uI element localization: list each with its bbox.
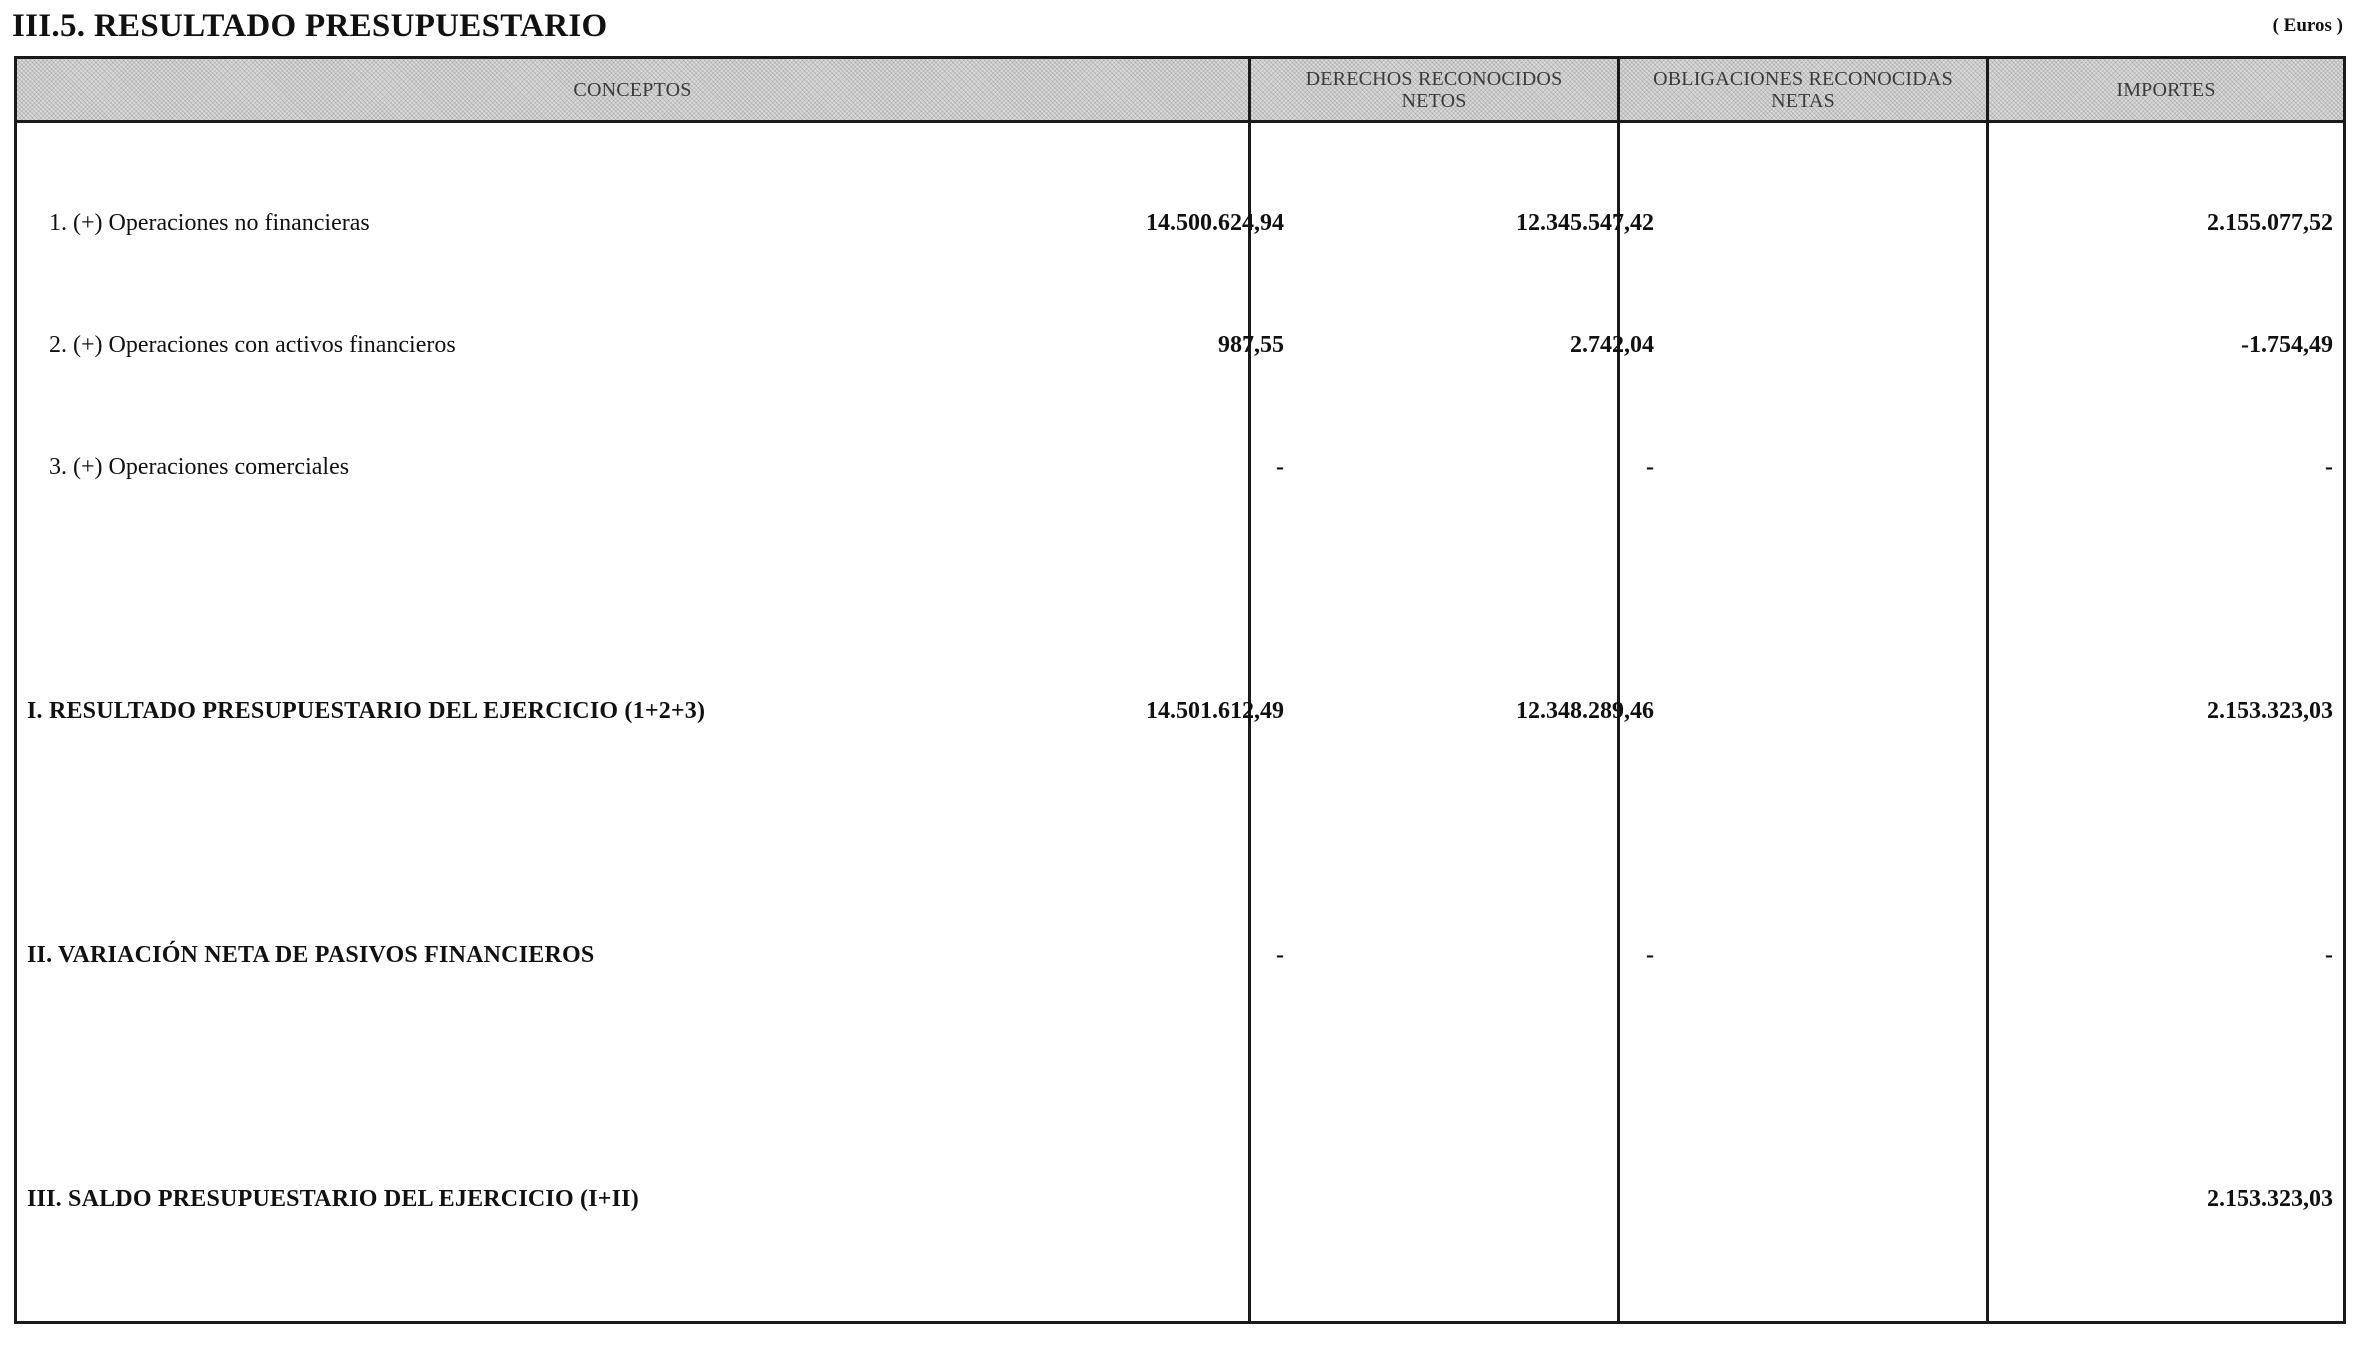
row-obligations-value: 12.348.289,46 (1516, 698, 1654, 724)
header-concepts (17, 59, 1248, 120)
row-obligations-value: 2.742,04 (1570, 332, 1654, 358)
row-rights-value: 14.501.612,49 (1146, 698, 1284, 724)
table-row (17, 325, 2343, 365)
table-row (17, 203, 2343, 243)
header-rights-line2: NETOS (1401, 89, 1467, 112)
row-amount-value: - (2325, 942, 2333, 968)
row-concept: 3. (+) Operaciones comerciales (49, 454, 350, 480)
row-amount-value: 2.155.077,52 (2207, 210, 2333, 236)
row-rights-value: - (1276, 942, 1284, 968)
page-title: III.5. RESULTADO PRESUPUESTARIO (12, 8, 608, 44)
column-divider (1986, 59, 1989, 1321)
row-rights-value: - (1276, 454, 1284, 480)
row-amount-value: - (2325, 454, 2333, 480)
units-label: ( Euros ) (2272, 15, 2343, 36)
row-amount-value: 2.153.323,03 (2207, 1186, 2333, 1212)
row-obligations-value: 12.345.547,42 (1516, 210, 1654, 236)
row-concept: III. SALDO PRESUPUESTARIO DEL EJERCICIO (I+II) (27, 1186, 639, 1212)
row-concept: 1. (+) Operaciones no financieras (49, 210, 370, 236)
row-concept: I. RESULTADO PRESUPUESTARIO DEL EJERCICIO (1+2+3) (27, 698, 706, 724)
table-row (17, 1179, 2343, 1219)
column-divider (1248, 59, 1251, 1321)
row-obligations-value: - (1646, 942, 1654, 968)
table-row (17, 935, 2343, 975)
header-amounts-label: IMPORTES (2116, 78, 2216, 101)
table-row (17, 447, 2343, 487)
header-rights (1251, 59, 1617, 120)
table-row (17, 691, 2343, 731)
row-concept: 2. (+) Operaciones con activos financieros (49, 332, 456, 358)
budget-result-table (14, 56, 2346, 1324)
header-obligations-line2: NETAS (1771, 89, 1835, 112)
row-obligations-value: - (1646, 454, 1654, 480)
header-obligations (1620, 59, 1986, 120)
row-amount-value: -1.754,49 (2241, 332, 2333, 358)
row-concept: II. VARIACIÓN NETA DE PASIVOS FINANCIEROS (27, 942, 595, 968)
header-concepts-label: CONCEPTOS (573, 78, 692, 101)
row-rights-value: 987,55 (1218, 332, 1284, 358)
row-rights-value: 14.500.624,94 (1146, 210, 1284, 236)
header-obligations-line1: OBLIGACIONES RECONOCIDAS (1653, 67, 1953, 90)
header-amounts (1989, 59, 2343, 120)
row-amount-value: 2.153.323,03 (2207, 698, 2333, 724)
header-rights-line1: DERECHOS RECONOCIDOS (1305, 67, 1563, 90)
column-divider (1617, 59, 1620, 1321)
